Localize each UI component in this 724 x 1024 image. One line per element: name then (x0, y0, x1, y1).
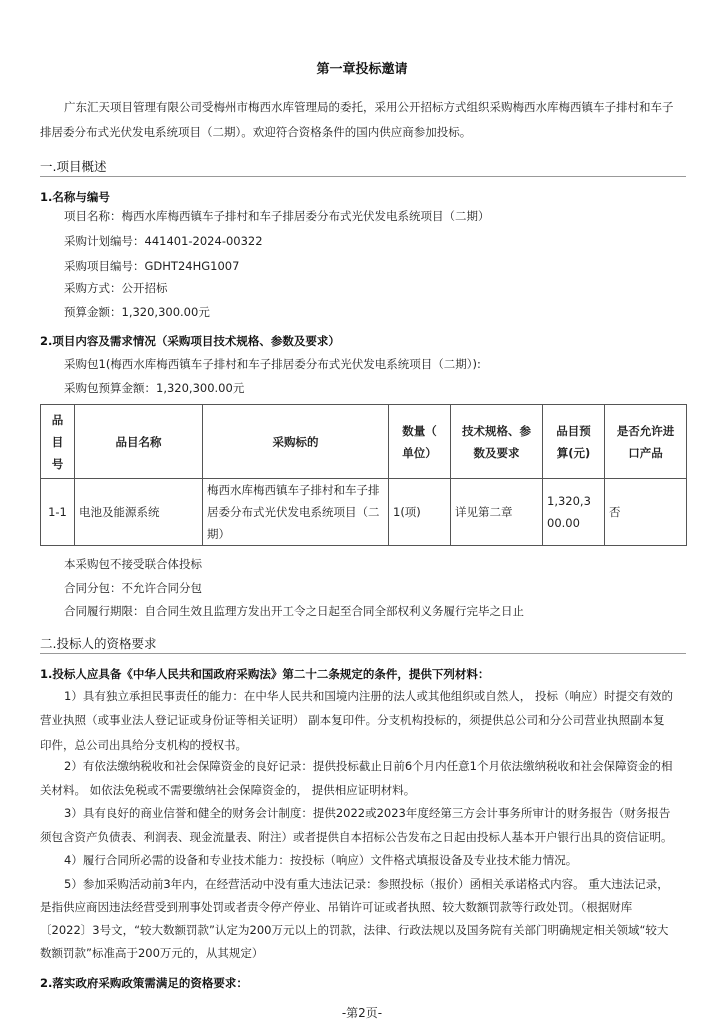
req-5-line-2: 是指供应商因违法经营受到刑事处罚或者责令停产停业、吊销许可证或者执照、较大数额罚款等行政处罚。（根据财库 (40, 900, 633, 914)
header-budget: 品目预 算(元) (543, 405, 605, 479)
procurement-table (40, 404, 687, 546)
subsection-heading-name-number: 1.名称与编号 (40, 190, 110, 204)
cell-import: 否 (605, 479, 687, 546)
page-number: -第2页- (341, 1006, 383, 1020)
cell-budget: 1,320,3 00.00 (543, 479, 605, 546)
subsection-heading-content: 2.项目内容及需求情况（采购项目技术规格、参数及要求） (40, 334, 340, 348)
package-budget-line: 采购包预算金额：1,320,300.00元 (64, 381, 245, 395)
cell-item-no: 1-1 (41, 479, 75, 546)
header-target: 采购标的 (203, 405, 389, 479)
project-name-line: 项目名称：梅西水库梅西镇车子排村和车子排居委分布式光伏发电系统项目（二期） (64, 209, 490, 223)
req-3-line-1: 3）具有良好的商业信誉和健全的财务会计制度：提供2022或2023年度经第三方会计事务所审计的财务报告（财务报告 (64, 806, 671, 820)
cell-item-name: 电池及能源系统 (75, 479, 203, 546)
req-4-line-1: 4）履行合同所必需的设备和专业技术能力：按投标（响应）文件格式填报设备及专业技术能力情况。 (64, 853, 578, 867)
req-2-line-1: 2）有依法缴纳税收和社会保障资金的良好记录：提供投标截止日前6个月内任意1个月依法缴纳税收和社会保障资金的相 (64, 759, 673, 773)
req-1-line-3: 印件，总公司出具给分支机构的授权书。 (40, 738, 247, 752)
header-quantity: 数量（ 单位） (389, 405, 451, 479)
req-1-line-1: 1）具有独立承担民事责任的能力：在中华人民共和国境内注册的法人或其他组织或自然人， 投标（响应）时提交有效的 (64, 689, 673, 703)
header-item-no: 品 目 号 (41, 405, 75, 479)
subsection-heading-policy: 2.落实政府采购政策需满足的资格要求： (40, 976, 248, 990)
intro-line-2: 排居委分布式光伏发电系统项目（二期）。欢迎符合资格条件的国内供应商参加投标。 (40, 125, 472, 139)
table-row (41, 479, 687, 546)
cell-spec: 详见第二章 (451, 479, 543, 546)
page-title: 第一章投标邀请 (316, 62, 408, 77)
req-5-line-3: 〔2022〕3号文，“较大数额罚款”认定为200万元以上的罚款，法律、行政法规以及国务院有关部门明确规定相关领域“较大 (40, 923, 669, 937)
section-divider (40, 653, 686, 654)
budget-line: 预算金额：1,320,300.00元 (64, 305, 210, 319)
header-spec: 技术规格、参 数及要求 (451, 405, 543, 479)
req-3-line-2: 须包含资产负债表、利润表、现金流量表、附注）或者提供自本招标公告发布之日起由投标人基本开户银行出具的资信证明。 (40, 830, 673, 844)
section-heading-overview: 一.项目概述 (40, 159, 107, 174)
header-import: 是否允许进 口产品 (605, 405, 687, 479)
plan-number-line: 采购计划编号：441401-2024-00322 (64, 234, 263, 248)
subsection-heading-law-conditions: 1.投标人应具备《中华人民共和国政府采购法》第二十二条规定的条件，提供下列材料： (40, 667, 490, 681)
req-1-line-2: 营业执照（或事业法人登记证或身份证等相关证明） 副本复印件。分支机构投标的，须提供总公司和分公司营业执照副本复 (40, 713, 665, 727)
subcontract-line: 合同分包：不允许合同分包 (64, 581, 202, 595)
cell-quantity: 1(项) (389, 479, 451, 546)
no-consortium-line: 本采购包不接受联合体投标 (64, 557, 202, 571)
req-5-line-4: 数额罚款”标准高于200万元的，从其规定） (40, 946, 264, 960)
section-heading-qualification: 二.投标人的资格要求 (40, 636, 157, 651)
project-number-line: 采购项目编号：GDHT24HG1007 (64, 259, 240, 273)
intro-line-1: 广东汇天项目管理有限公司受梅州市梅西水库管理局的委托，采用公开招标方式组织采购梅西水库梅西镇车子排村和车子 (64, 100, 674, 114)
header-item-name: 品目名称 (75, 405, 203, 479)
method-line: 采购方式：公开招标 (64, 281, 168, 295)
table-header-row (41, 405, 687, 479)
package-line: 采购包1(梅西水库梅西镇车子排村和车子排居委分布式光伏发电系统项目（二期）): (64, 357, 481, 371)
cell-target: 梅西水库梅西镇车子排村和车子排 居委分布式光伏发电系统项目（二 期） (203, 479, 389, 546)
req-5-line-1: 5）参加采购活动前3年内，在经营活动中没有重大违法记录：参照投标（报价）函相关承诺格式内容。 重大违法记录， (64, 877, 669, 891)
section-divider (40, 176, 686, 177)
req-2-line-2: 关材料。 如依法免税或不需要缴纳社会保障资金的， 提供相应证明材料。 (40, 783, 416, 797)
contract-period-line: 合同履行期限：自合同生效且监理方发出开工令之日起至合同全部权利义务履行完毕之日止 (64, 604, 524, 618)
